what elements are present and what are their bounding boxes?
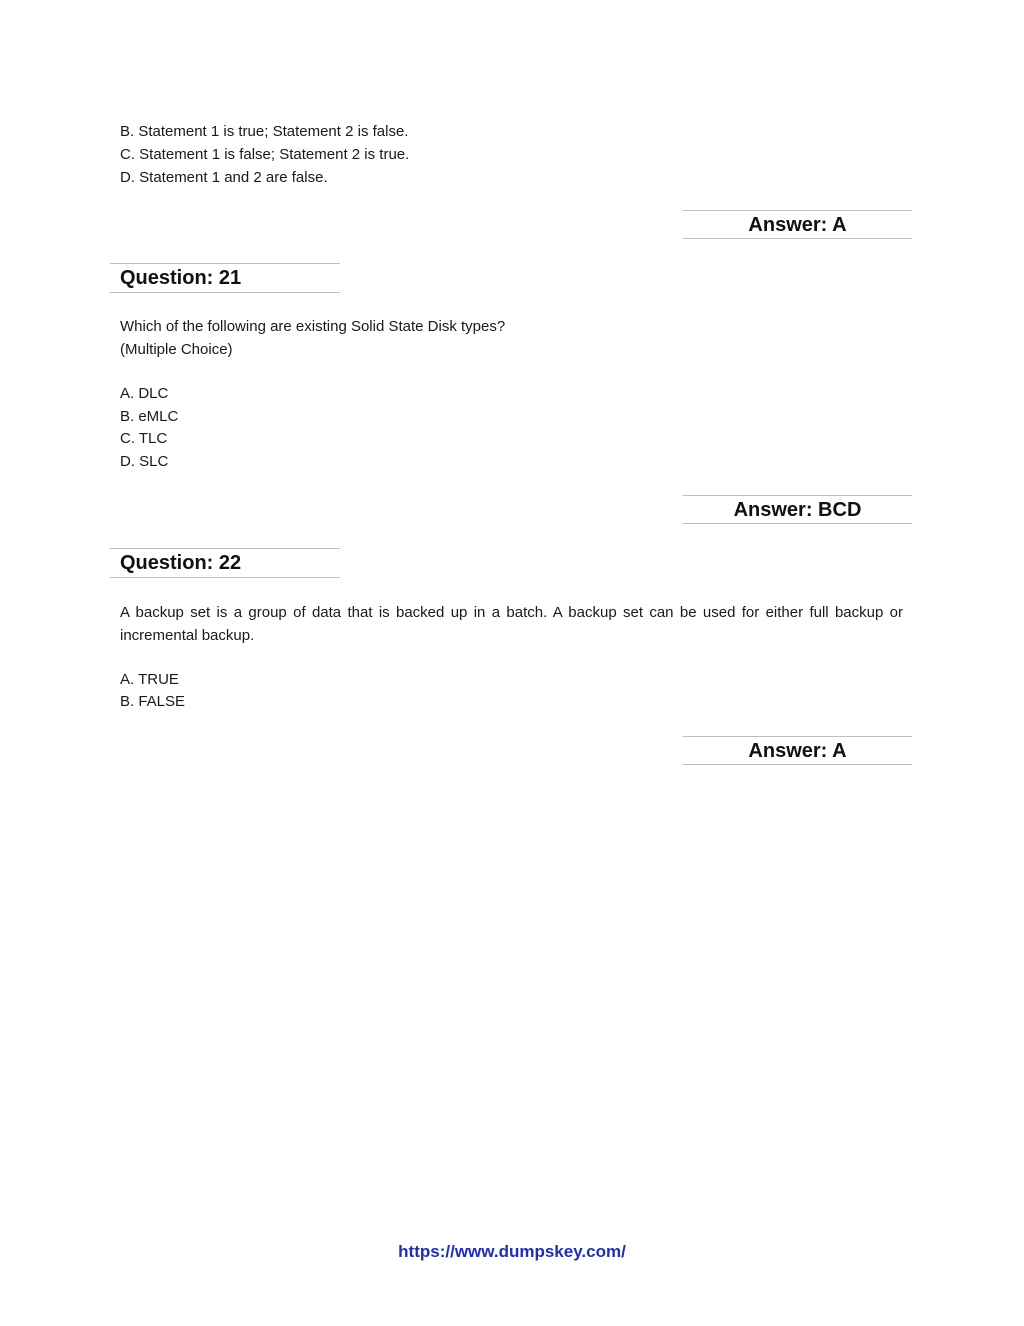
- question-text: A backup set is a group of data that is backed up in a batch. A backup set can be used for either full backup or incremental backup.: [120, 604, 903, 644]
- answer-label: Answer: A: [683, 210, 912, 239]
- answer-label: Answer: A: [683, 736, 912, 765]
- question-text: Which of the following are existing Solid State Disk types?: [120, 318, 506, 335]
- answer-label: Answer: BCD: [683, 495, 912, 524]
- option-c: C. TLC: [120, 430, 168, 447]
- option-b: B. Statement 1 is true; Statement 2 is false.: [120, 123, 409, 140]
- option-c: C. Statement 1 is false; Statement 2 is true.: [120, 146, 410, 163]
- question-note: (Multiple Choice): [120, 341, 233, 358]
- question-title: Question: 21: [110, 263, 340, 293]
- option-a: A. TRUE: [120, 671, 179, 688]
- footer-link[interactable]: https://www.dumpskey.com/: [398, 1242, 626, 1261]
- option-b: B. FALSE: [120, 693, 186, 710]
- option-d: D. SLC: [120, 453, 169, 470]
- question-title: Question: 22: [110, 548, 340, 578]
- option-a: A. DLC: [120, 385, 169, 402]
- option-d: D. Statement 1 and 2 are false.: [120, 169, 328, 186]
- option-b: B. eMLC: [120, 408, 179, 425]
